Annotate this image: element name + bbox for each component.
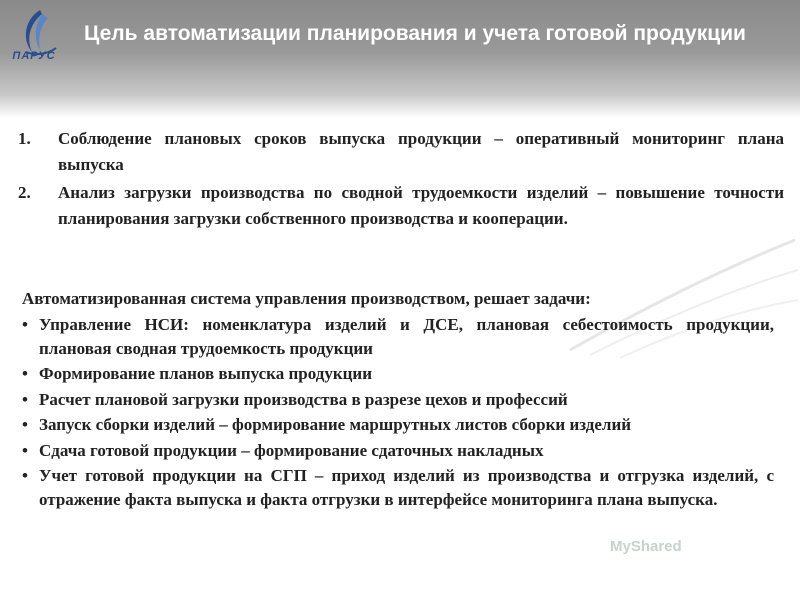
goals-list [18,126,784,234]
task-item: • Учет готовой продукции на СГП – приход изделий из производства и отгрузка изделий, с отражение факта выпуска и факта отгрузки в интерфейсе мониторинга плана выпуска. [22,464,774,511]
goal-item [18,126,784,178]
tasks-list [22,313,774,513]
page-title: Цель автоматизации планирования и учета готовой продукции [84,22,746,45]
goal-text: Анализ загрузки производства по сводной трудоемкости изделий – повышение точности планирования загрузки собственного производства и кооперации. [58,183,784,228]
watermark: MyShared [610,538,682,555]
task-item: • Управление НСИ: номенклатура изделий и ДСЕ, плановая себестоимость продукции, плановая сводная трудоемкость продукции [22,313,774,360]
tasks-intro: Автоматизированная система управления производством, решает задачи: [22,289,591,308]
task-item: • Сдача готовой продукции – формирование сдаточных накладных [22,439,774,463]
header-band [0,0,800,118]
task-item: • Формирование планов выпуска продукции [22,362,774,386]
goal-number: 1. [18,129,31,148]
goal-number: 2. [18,183,31,202]
logo-text: ПАРУС [12,50,56,62]
goal-item [18,180,784,232]
task-item: • Запуск сборки изделий – формирование маршрутных листов сборки изделий [22,413,774,437]
goal-text: Соблюдение плановых сроков выпуска продукции – оперативный мониторинг плана выпуска [58,129,784,174]
task-item: • Расчет плановой загрузки производства в разрезе цехов и профессий [22,388,774,412]
